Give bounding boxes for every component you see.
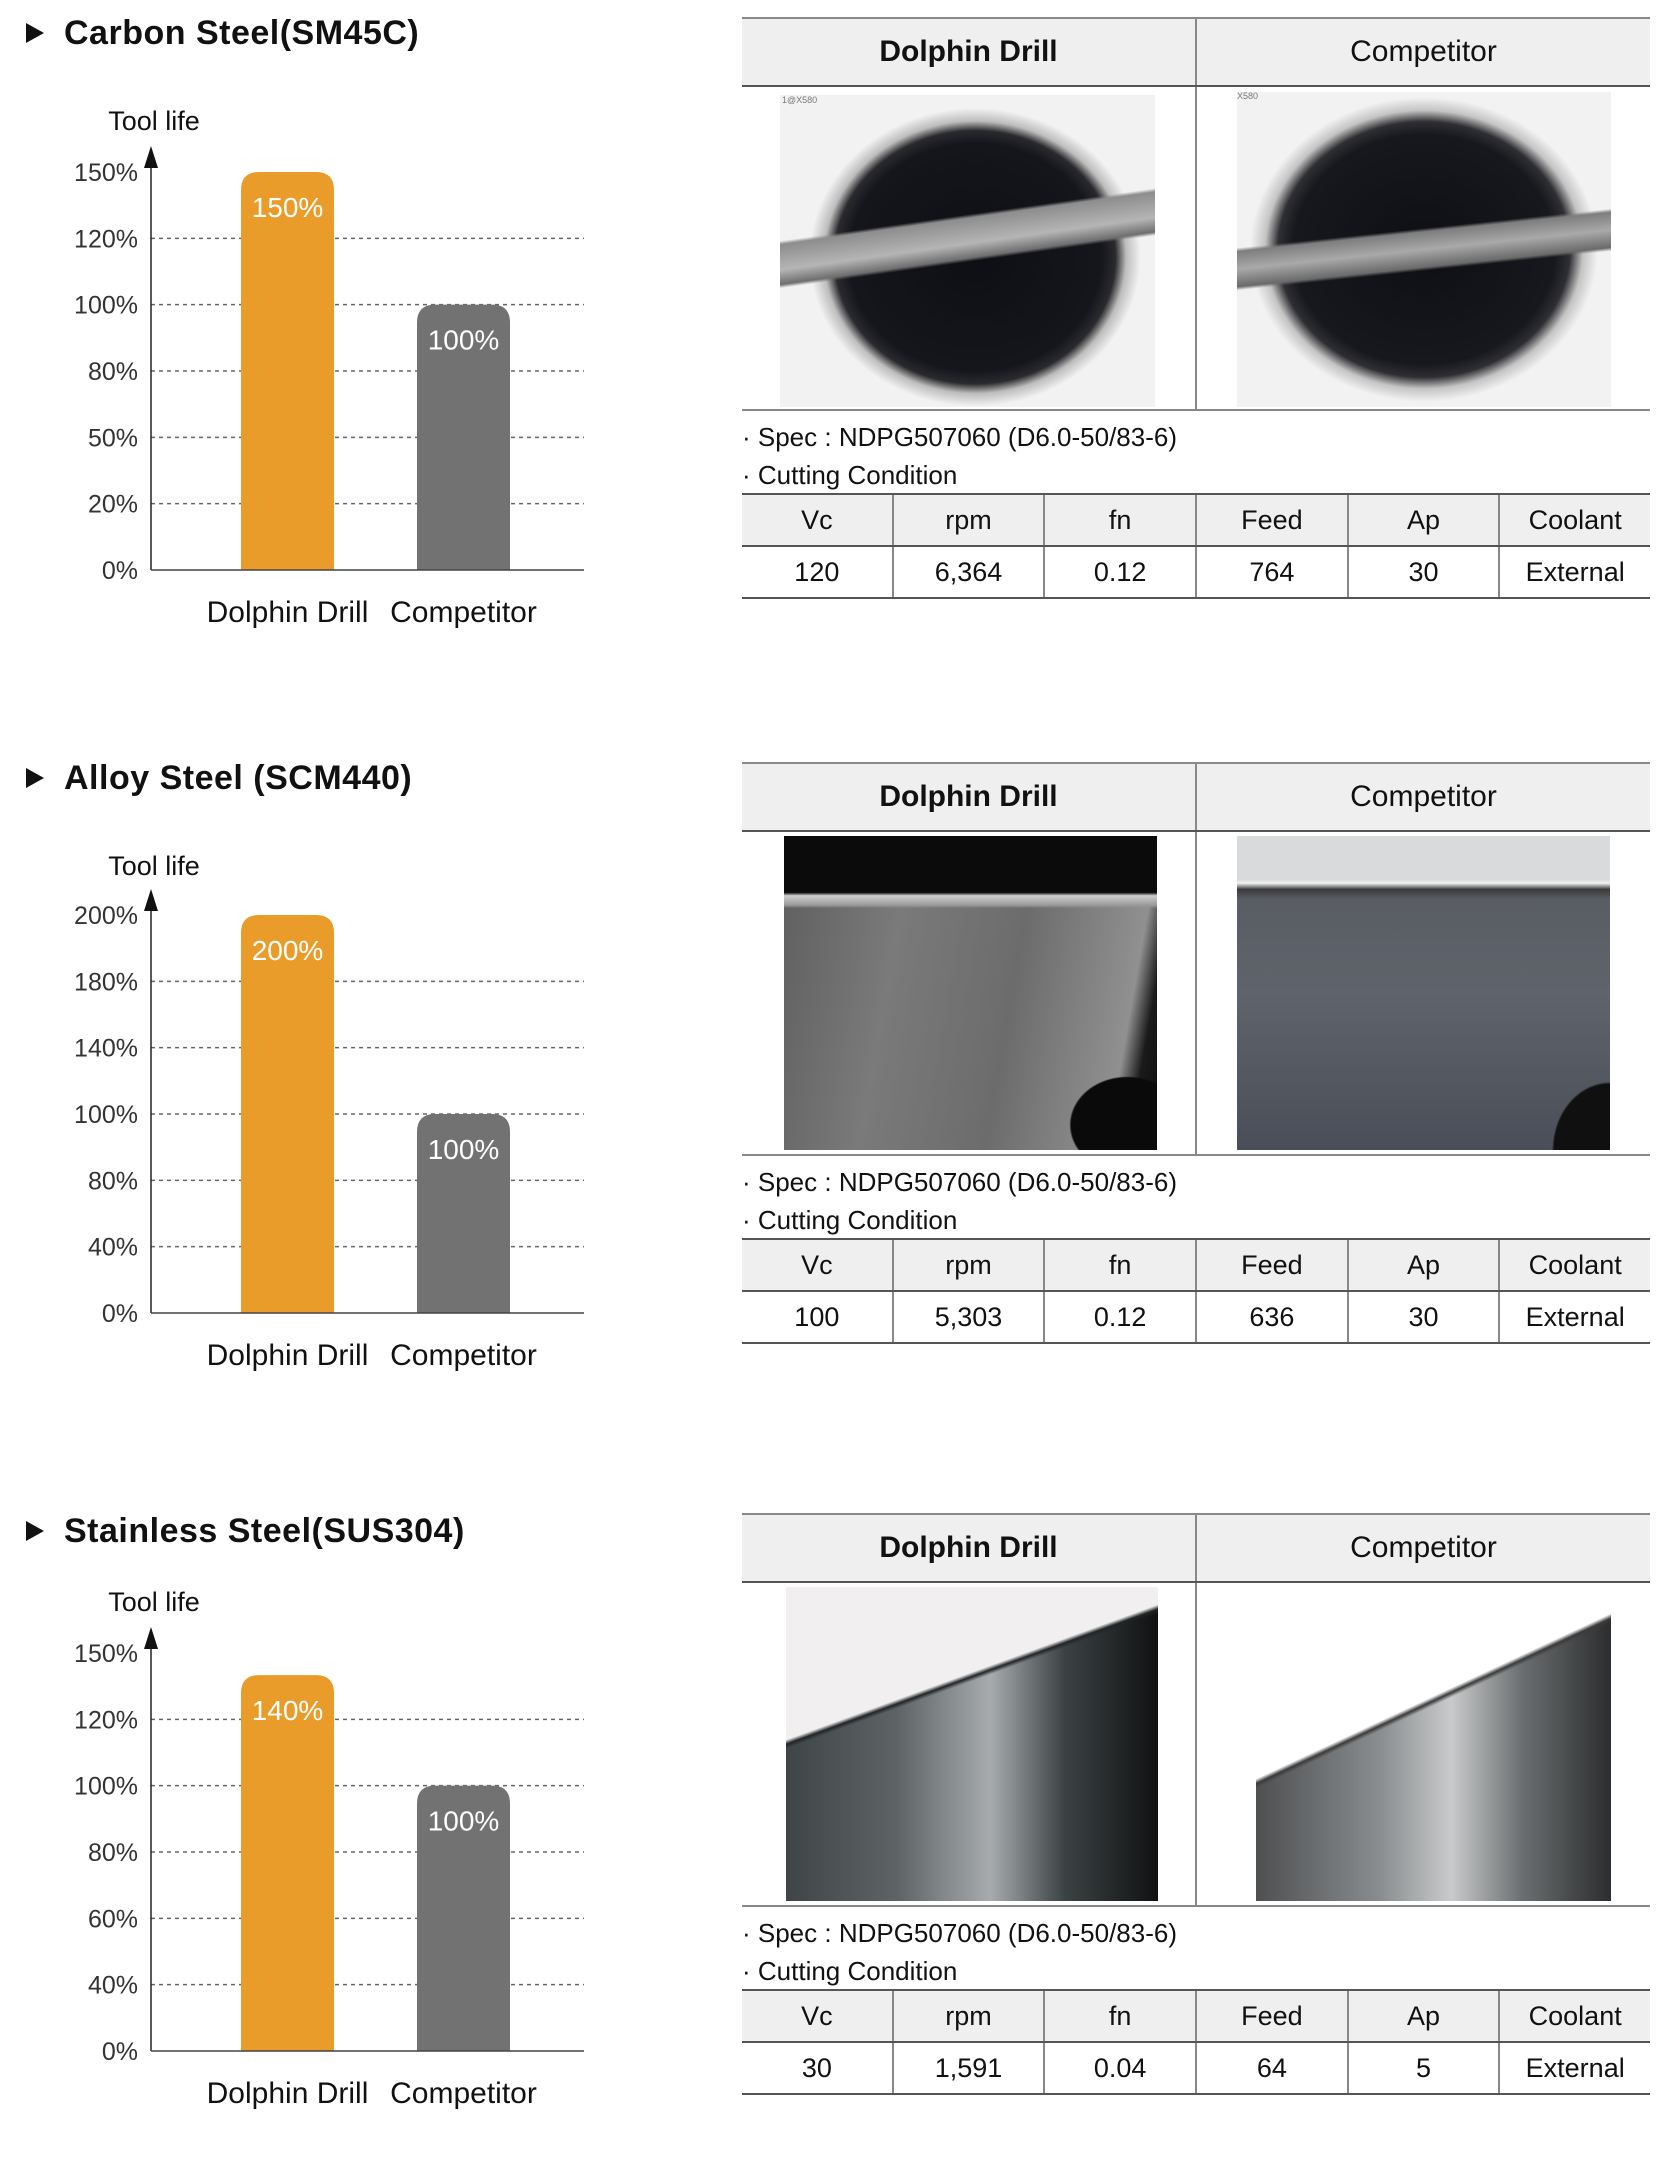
photo-table-header: [742, 764, 1650, 832]
cutting-condition-label: · Cutting Condition: [742, 1956, 958, 1986]
y-tick-label: 100%: [74, 291, 138, 320]
category-label: Dolphin Drill: [206, 2077, 369, 2110]
cond-value-row: [742, 1292, 1650, 1344]
photo-comparison-table: [742, 1513, 1650, 1907]
bar-value-label: 140%: [251, 1695, 324, 1727]
photo-caption: 1@X580: [782, 95, 818, 105]
header-dolphin-drill: Dolphin Drill: [879, 1531, 1058, 1564]
cond-header-cell: Feed: [1195, 1991, 1347, 2041]
competitor-photo: [1237, 836, 1610, 1150]
spec-text: · Spec : NDPG507060 (D6.0-50/83-6): [742, 1167, 1177, 1197]
dolphin-drill-photo: [786, 1587, 1158, 1901]
cond-value-row: [742, 547, 1650, 599]
category-label: Dolphin Drill: [206, 1339, 369, 1372]
dolphin-drill-photo: [784, 836, 1157, 1150]
dolphin-photo-cell: [742, 1583, 1195, 1905]
header-competitor: Competitor: [1195, 764, 1650, 830]
competitor-photo: [1256, 1587, 1611, 1901]
y-axis-arrow-icon: [144, 889, 158, 911]
y-tick-label: 140%: [74, 1034, 138, 1063]
tool-life-chart: [0, 0, 640, 660]
cond-header-cell: Ap: [1347, 1240, 1499, 1290]
y-tick-label: 0%: [101, 2038, 138, 2066]
cutting-condition-label: · Cutting Condition: [742, 1205, 958, 1235]
chart-svg: [0, 0, 640, 660]
photo-table-header: [742, 1515, 1650, 1583]
y-axis-title: Tool life: [108, 106, 200, 136]
y-tick-label: 80%: [87, 358, 138, 386]
bar-dolphin-drill: [241, 1675, 334, 2051]
y-tick-label: 40%: [87, 1233, 138, 1262]
y-tick-label: 80%: [87, 1167, 138, 1196]
cond-value-cell: 5: [1347, 2043, 1499, 2093]
photo-comparison-table: [742, 762, 1650, 1156]
bar-value-label: 100%: [427, 1805, 500, 1837]
cond-header-cell: Ap: [1347, 1991, 1499, 2041]
y-axis-title: Tool life: [108, 1587, 200, 1617]
cond-value-cell: 120: [794, 556, 840, 587]
category-label: Competitor: [390, 596, 537, 629]
y-tick-label: 80%: [87, 1839, 138, 1867]
cond-header-cell: Vc: [801, 504, 833, 535]
y-tick-label: 60%: [87, 1905, 138, 1934]
y-tick-label: 150%: [74, 159, 138, 187]
y-tick-label: 180%: [74, 968, 138, 997]
cond-value-cell: 6,364: [892, 547, 1044, 597]
cutting-condition-table: [742, 493, 1650, 599]
cond-value-cell: External: [1498, 547, 1650, 597]
dolphin-drill-photo: [780, 95, 1155, 407]
cond-header-cell: Ap: [1347, 495, 1499, 545]
section-carbon-steel: [0, 0, 1668, 640]
tool-life-chart: [0, 745, 640, 1405]
cond-header-cell: Coolant: [1498, 1240, 1650, 1290]
cutting-condition-label: · Cutting Condition: [742, 460, 958, 490]
cond-header-cell: Coolant: [1498, 1991, 1650, 2041]
cond-header-cell: fn: [1043, 1991, 1195, 2041]
y-tick-label: 40%: [87, 1971, 138, 2000]
y-tick-label: 150%: [74, 1640, 138, 1668]
y-tick-label: 200%: [74, 902, 138, 930]
cutting-condition-table: [742, 1989, 1650, 2095]
header-competitor: Competitor: [1195, 1515, 1650, 1581]
section-title-text: Stainless Steel(SUS304): [64, 1511, 465, 1550]
cutting-condition-table: [742, 1238, 1650, 1344]
header-competitor: Competitor: [1195, 19, 1650, 85]
cond-value-cell: 1,591: [892, 2043, 1044, 2093]
spec-text: · Spec : NDPG507060 (D6.0-50/83-6): [742, 1918, 1177, 1948]
header-dolphin-drill: Dolphin Drill: [879, 35, 1058, 68]
bar-value-label: 200%: [251, 935, 324, 966]
cond-value-cell: 100: [794, 1301, 840, 1332]
chart-svg: [0, 1497, 640, 2157]
cond-value-cell: 0.04: [1043, 2043, 1195, 2093]
spec-text: · Spec : NDPG507060 (D6.0-50/83-6): [742, 422, 1177, 452]
y-axis-title: Tool life: [108, 851, 200, 881]
category-label: Dolphin Drill: [206, 596, 369, 629]
cond-value-cell: 636: [1195, 1292, 1347, 1342]
section-title-text: Alloy Steel (SCM440): [64, 758, 413, 797]
bar-dolphin-drill: [241, 172, 334, 570]
cond-header-cell: Vc: [801, 2000, 833, 2031]
tool-life-chart: [0, 1497, 640, 2157]
cond-header-cell: rpm: [892, 1240, 1044, 1290]
photo-caption: X580: [1237, 91, 1259, 101]
y-axis-arrow-icon: [144, 146, 158, 168]
y-tick-label: 100%: [74, 1772, 138, 1801]
photo-comparison-table: [742, 17, 1650, 411]
cond-header-cell: Vc: [801, 1249, 833, 1280]
dolphin-photo-cell: [742, 87, 1195, 409]
cond-header-row: [742, 1240, 1650, 1292]
cond-value-cell: External: [1498, 2043, 1650, 2093]
competitor-photo-cell: [1195, 832, 1650, 1154]
cond-value-cell: 0.12: [1043, 1292, 1195, 1342]
cond-header-cell: rpm: [892, 495, 1044, 545]
chart-svg: [0, 745, 640, 1405]
bar-value-label: 100%: [427, 324, 500, 356]
competitor-photo-cell: [1195, 1583, 1650, 1905]
cond-header-cell: Feed: [1195, 495, 1347, 545]
y-tick-label: 120%: [74, 1706, 138, 1735]
cond-header-row: [742, 495, 1650, 547]
section-alloy-steel: [0, 745, 1668, 1385]
cond-header-cell: fn: [1043, 1240, 1195, 1290]
category-label: Competitor: [390, 1339, 537, 1372]
bar-value-label: 150%: [251, 192, 324, 223]
cond-value-cell: 30: [801, 2052, 832, 2083]
cond-value-row: [742, 2043, 1650, 2095]
cond-header-cell: Feed: [1195, 1240, 1347, 1290]
competitor-photo-cell: [1195, 87, 1650, 409]
y-axis-arrow-icon: [144, 1627, 158, 1649]
competitor-photo: [1237, 92, 1611, 407]
cond-value-cell: 0.12: [1043, 547, 1195, 597]
cond-value-cell: External: [1498, 1292, 1650, 1342]
bar-dolphin-drill: [241, 915, 334, 1313]
y-tick-label: 0%: [101, 1300, 138, 1328]
cond-header-cell: Coolant: [1498, 495, 1650, 545]
cond-value-cell: 764: [1195, 547, 1347, 597]
cond-header-cell: fn: [1043, 495, 1195, 545]
y-tick-label: 50%: [87, 424, 138, 453]
photo-row: [742, 1583, 1650, 1907]
y-tick-label: 20%: [87, 490, 138, 519]
photo-row: [742, 832, 1650, 1156]
header-dolphin-drill: Dolphin Drill: [879, 780, 1058, 813]
cond-value-cell: 30: [1347, 1292, 1499, 1342]
y-tick-label: 120%: [74, 225, 138, 254]
cond-value-cell: 5,303: [892, 1292, 1044, 1342]
category-label: Competitor: [390, 2077, 537, 2110]
dolphin-photo-cell: [742, 832, 1195, 1154]
y-tick-label: 100%: [74, 1101, 138, 1129]
cond-value-cell: 30: [1347, 547, 1499, 597]
photo-table-header: [742, 19, 1650, 87]
y-tick-label: 0%: [101, 557, 138, 585]
cond-header-cell: rpm: [892, 1991, 1044, 2041]
cond-value-cell: 64: [1195, 2043, 1347, 2093]
photo-row: [742, 87, 1650, 411]
bar-value-label: 100%: [427, 1134, 500, 1165]
section-title-text: Carbon Steel(SM45C): [64, 13, 420, 52]
cond-header-row: [742, 1991, 1650, 2043]
section-stainless-steel: [0, 1497, 1668, 2124]
